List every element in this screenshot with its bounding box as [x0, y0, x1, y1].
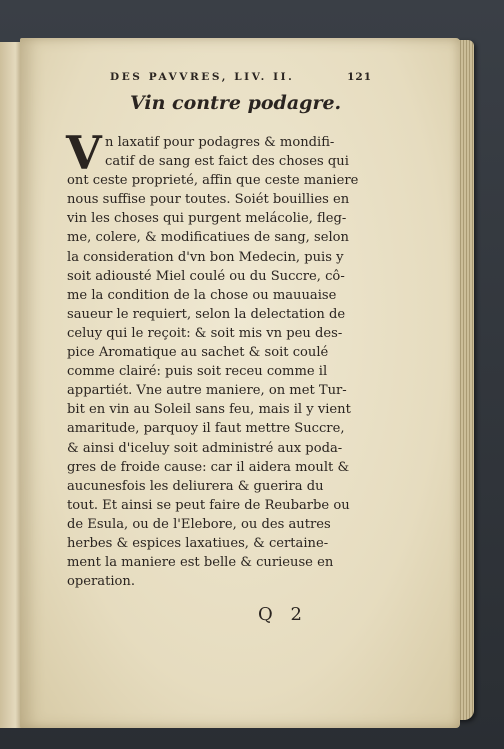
text-line: vin les choses qui purgent melácolie, fleg- — [67, 211, 347, 227]
text-line: amaritude, parquoy il faut mettre Succre, — [67, 421, 345, 437]
text-line: soit adiousté Miel coulé ou du Succre, cô- — [67, 268, 345, 284]
text-line: gres de froide cause: car il aidera moult & — [67, 459, 350, 475]
text-line: & ainsi d'iceluy soit administré aux poda- — [67, 440, 343, 456]
text-line: operation. — [67, 574, 136, 590]
body-text — [67, 133, 367, 591]
page-number: 121 — [347, 71, 372, 83]
running-head — [110, 71, 372, 83]
drop-cap: V — [66, 126, 102, 180]
text-line: herbes & espices laxatiues, & certaine- — [67, 535, 329, 551]
text-line: me la condition de la chose ou mauuaise — [67, 287, 337, 303]
text-line: ont ceste proprieté, affin que ceste maniere — [67, 173, 359, 189]
text-line: tout. Et ainsi se peut faire de Reubarbe ou — [67, 497, 350, 513]
section-title: Vin contre podagre. — [130, 92, 342, 114]
signature-mark: Q 2 — [258, 604, 308, 625]
text-line: pice Aromatique au sachet & soit coulé — [67, 345, 329, 361]
text-line: saueur le requiert, selon la delectation de — [67, 306, 346, 322]
text-line: catif de sang est faict des choses qui — [105, 154, 349, 170]
text-line: ment la maniere est belle & curieuse en — [67, 555, 334, 571]
text-line: me, colere, & modificatiues de sang, selon — [67, 230, 349, 246]
text-line: la consideration d'vn bon Medecin, puis y — [67, 249, 344, 265]
text-line: appartiét. Vne autre maniere, on met Tur- — [67, 383, 347, 399]
text-line: n laxatif pour podagres & mondifi- — [105, 135, 335, 150]
text-line: nous suffise pour toutes. Soiét bouillies en — [67, 192, 350, 208]
running-head-text: DES PAVVRES, LIV. II. — [110, 71, 295, 83]
text-line: aucunesfois les deliurera & guerira du — [67, 478, 324, 494]
text-line: de Esula, ou de l'Elebore, ou des autres — [67, 516, 331, 532]
text-line: bit en vin au Soleil sans feu, mais il y vient — [67, 402, 351, 418]
text-line: celuy qui le reçoit: & soit mis vn peu des- — [67, 325, 343, 341]
text-line: comme clairé: puis soit receu comme il — [67, 364, 328, 380]
